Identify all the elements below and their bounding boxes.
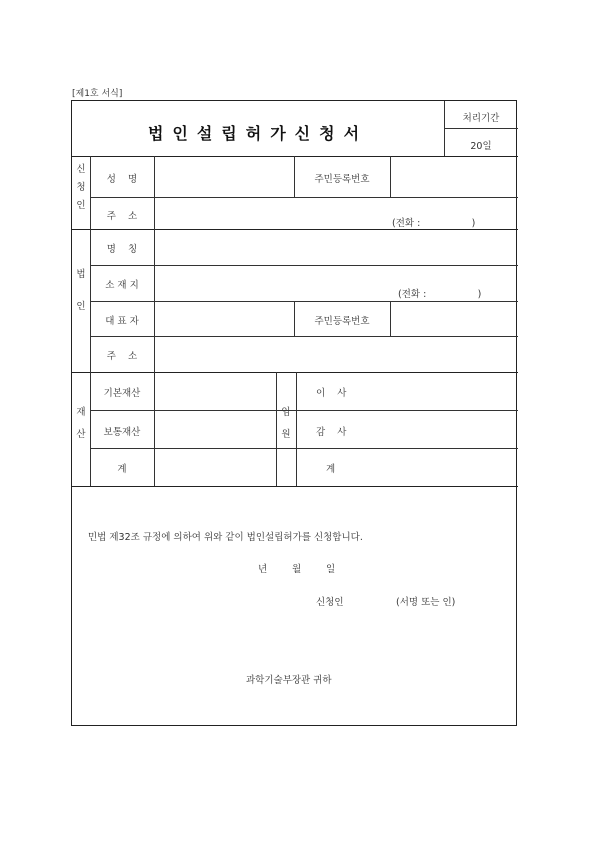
form-title: 법인설립허가신청서 (147, 124, 369, 143)
applicant-rrn-label: 주민등록번호 (314, 174, 370, 185)
processing-period-label: 처리기간 (462, 113, 500, 124)
representative-rrn-field[interactable] (391, 302, 518, 336)
form-id: [제1호 서식] (72, 89, 123, 99)
auditors-field[interactable] (297, 411, 518, 448)
officers-section-label: 임 원 (281, 407, 291, 440)
representative-label: 대 표 자 (105, 316, 139, 327)
application-form (71, 100, 517, 726)
applicant-name-field[interactable] (155, 157, 294, 197)
ordinary-assets-label: 보통재산 (103, 427, 141, 438)
assets-total-field[interactable] (155, 449, 276, 486)
applicant-address-label: 주 소 (106, 211, 138, 222)
corporation-location-label: 소 재 지 (105, 280, 139, 291)
directors-field[interactable] (297, 373, 518, 410)
processing-period-value: 20일 (470, 141, 492, 152)
applicant-phone: (전화 : ) (392, 218, 476, 229)
auditors-label: 감 사 (316, 427, 347, 438)
corporation-address-label: 주 소 (106, 351, 138, 362)
directors-label: 이 사 (316, 388, 347, 399)
corporation-address-field[interactable] (155, 337, 518, 372)
applicant-rrn-field[interactable] (391, 157, 518, 197)
applicant-name-label: 성 명 (106, 174, 138, 185)
assets-section-label: 재 산 (76, 407, 86, 440)
addressee: 과학기술부장관 귀하 (246, 675, 332, 686)
officers-total-label: 계 (326, 464, 336, 475)
basic-assets-label: 기본재산 (103, 388, 141, 399)
date-year-label: 년 (258, 564, 268, 575)
representative-field[interactable] (155, 302, 294, 336)
date-day-label: 일 (326, 564, 336, 575)
signature-note: (서명 또는 인) (396, 597, 456, 608)
applicant-section-label: 신 청 인 (76, 164, 86, 211)
corporation-name-field[interactable] (155, 230, 518, 265)
applicant-signature-label: 신청인 (316, 597, 344, 608)
basic-assets-field[interactable] (155, 373, 276, 410)
ordinary-assets-field[interactable] (155, 411, 276, 448)
assets-total-label: 계 (117, 464, 127, 475)
date-month-label: 월 (292, 564, 302, 575)
corporation-section-label: 법 인 (76, 269, 86, 312)
declaration-text: 민법 제32조 규정에 의하여 위와 같이 법인설립허가를 신청합니다. (88, 532, 363, 543)
corporation-phone: (전화 : ) (398, 289, 482, 300)
corporation-name-label: 명 칭 (106, 244, 138, 255)
representative-rrn-label: 주민등록번호 (314, 316, 370, 327)
